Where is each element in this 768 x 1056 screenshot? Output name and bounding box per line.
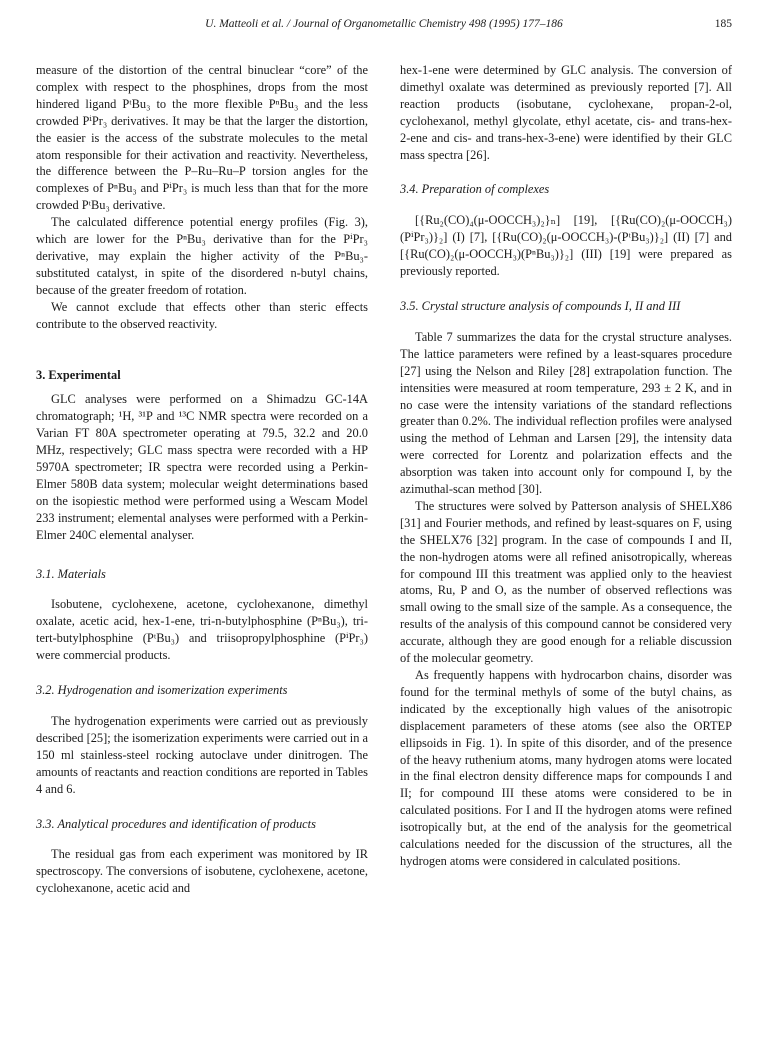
subsection-heading-hydrogenation: 3.2. Hydrogenation and isomerization experiments <box>36 683 288 698</box>
paragraph: As frequently happens with hydrocarbon chains, disorder was found for the terminal methyls of some of the butyl chains, as indicated by the exceptionally high values of the anisotropic displacement parameters of these atoms (see also the ORTEP ellipsoids in Fig. 1). In spite of this disorder, and of the presence of the heavy ruthenium atoms, many hydrogen atoms were located in the final electron density difference maps for compounds I and II; for compound III these atoms were considered to be in calculated positions. For I and II the hydrogen atoms were refined isotropically but, at the end of the analysis for the geometrical calculations needed for the discussion of the structures, all the hydrogen atoms were considered in calculated positions. <box>400 668 732 868</box>
paragraph: We cannot exclude that effects other than steric effects contribute to the observed reactivity. <box>36 299 368 331</box>
left-column <box>36 62 368 897</box>
right-column <box>400 62 732 870</box>
running-title: U. Matteoli et al. / Journal of Organometallic Chemistry 498 (1995) 177–186 <box>205 18 563 30</box>
subsection-heading-crystal-structure: 3.5. Crystal structure analysis of compounds I, II and III <box>400 298 681 313</box>
paragraph: measure of the distortion of the central binuclear “core” of the complex with respect to the phosphines, drops from the most hindered ligand PᵗBu₃ to the more flexible PⁿBu₃ and the less crowded PⁱPr₃ derivatives. It may be that the larger the distortion, the easier is the access of the substrate molecules to the metal atom responsible for their activation and reactivity. Nevertheless, the difference between the P–Ru–Ru–P torsion angles for the complexes of PⁿBu₃ and PⁱPr₃ is much less than that for the more crowded PᵗBu₃ derivative. <box>36 63 368 213</box>
paragraph: The structures were solved by Patterson analysis of SHELX86 [31] and Fourier methods, and refined by least-squares on F, using the SHELX76 [32] program. In the case of compounds I and II, the non-hydrogen atoms were all refined anisotropically, whereas for compound III this treatment was applied only to the heaviest atoms, Ru, P and O, as the number of observed reflections was small owing to the small size of the sample. As a consequence, the results of the analysis of this compound cannot be considered very accurate, although they are good enough for a reliable discussion of the molecular geometry. <box>400 498 732 666</box>
section-heading-experimental: 3. Experimental <box>36 367 121 382</box>
paragraph: [{Ru₂(CO)₄(μ-OOCCH₃)₂}ₙ] [19], [{Ru(CO)₂(μ-OOCCH₃)(PⁱPr₃)}₂] (I) [7], [{Ru(CO)₂(μ-OOCCH₃)-(PᵗBu₃)}₂] (II) [7] and [{Ru(CO)₂(μ-OOCCH₃)(PⁿBu₃)}₂] (III) [19] were prepared as previously reported. <box>400 213 732 279</box>
subsection-heading-materials: 3.1. Materials <box>36 566 106 581</box>
paragraph: The calculated difference potential energy profiles (Fig. 3), which are lower for the PⁿBu₃ derivative than for the PⁱPr₃ derivative, may explain the higher activity of the PⁿBu₃-substituted catalyst, in spite of the disordered n-butyl chains, because of the greater freedom of rotation. <box>36 215 368 297</box>
page-number: 185 <box>714 18 732 30</box>
subsection-heading-analytical: 3.3. Analytical procedures and identification of products <box>36 816 316 831</box>
paragraph: The residual gas from each experiment was monitored by IR spectroscopy. The conversions of isobutene, cyclohexene, acetone, cyclohexanone, acetic acid and <box>36 847 368 896</box>
running-header <box>36 18 732 38</box>
paragraph: Table 7 summarizes the data for the crystal structure analyses. The lattice parameters were refined by a least-squares procedure [27] using the Nelson and Riley [28] extrapolation function. The intensities were measured at room temperature, 293 ± 2 K, and in no case were the intensity variations of the standard reflections greater than 0.2%. The individual reflection profiles were analysed using the method of Lehman and Larsen [29], the intensity data were corrected for Lorentz and polarization effects and the absorption was taken into account only for compound I, by the azimuthal-scan method [30]. <box>400 329 732 497</box>
paragraph: hex-1-ene were determined by GLC analysis. The conversion of dimethyl oxalate was determined as previously reported [7]. All reaction products (isobutane, cyclohexane, propan-2-ol, cyclohexanol, methyl glycolate, ethyl acetate, cis- and trans-hex-2-ene and cis- and trans-hex-3-ene) were identified by their GLC mass spectra [26]. <box>400 63 732 162</box>
paragraph: GLC analyses were performed on a Shimadzu GC-14A chromatograph; ¹H, ³¹P and ¹³C NMR spectra were recorded on a Varian FT 80A spectrometer operating at 79.5, 32.2 and 20.0 MHz, respectively; GLC mass spectra were recorded with a HP 5970A spectrometer; IR spectra were recorded using a Perkin-Elmer 580B data system; molecular weight determinations based on the isopiestic method were performed using a Wescam Model 233 instrument; elemental analyses were performed with a Perkin-Elmer 240C elemental analyser. <box>36 392 368 542</box>
subsection-heading-preparation: 3.4. Preparation of complexes <box>400 182 550 197</box>
paragraph: The hydrogenation experiments were carried out as previously described [25]; the isomerization experiments were carried out in a 150 ml stainless-steel rocking autoclave under dinitrogen. The amounts of reactants and reaction conditions are reported in Tables 4 and 6. <box>36 714 369 796</box>
paragraph: Isobutene, cyclohexene, acetone, cyclohexanone, dimethyl oxalate, acetic acid, hex-1-ene, tri-n-butylphosphine (PⁿBu₃), tri-tert-butylphosphine (PᵗBu₃) and triisopropylphosphine (PⁱPr₃) were commercial products. <box>36 597 368 663</box>
